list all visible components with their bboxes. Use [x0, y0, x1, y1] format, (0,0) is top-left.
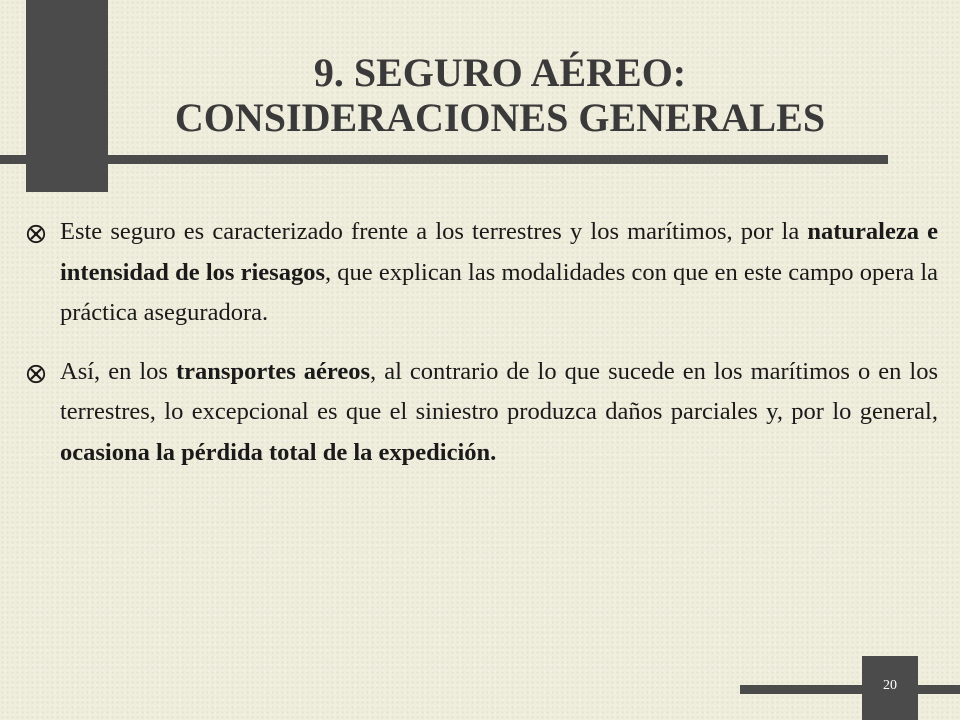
- bullet-circle-x-icon: [26, 352, 60, 384]
- slide-title-line-1: 9. SEGURO AÉREO:: [313, 50, 687, 95]
- bullet-text-bold: transportes aéreos: [176, 357, 371, 385]
- bullet-item: [26, 212, 938, 334]
- slide-body: [26, 212, 938, 491]
- bullet-text-bold: naturaleza e intensidad de los riesagos: [60, 218, 938, 286]
- bullet-text-part: , que explican las modalidades con que en este campo opera la práctica aseguradora.: [60, 258, 938, 326]
- bullet-text: [60, 212, 938, 334]
- bullet-text: [60, 352, 938, 474]
- bullet-text-part: Así, en los: [60, 357, 176, 385]
- slide-title-line-2: CONSIDERACIONES GENERALES: [174, 95, 826, 140]
- bullet-circle-x-icon: [26, 212, 60, 244]
- slide-title: [130, 50, 870, 140]
- decorative-line-bottom: [740, 685, 960, 694]
- bullet-text-part: , al contrario de lo que sucede en los marítimos o en los terrestres, lo excepcional es que el siniestro produzca daños parciales y, por lo general,: [60, 357, 939, 425]
- bullet-text-bold: ocasiona la pérdida total de la expedición.: [60, 438, 497, 466]
- bullet-item: [26, 352, 938, 474]
- bullet-text-part: Este seguro es caracterizado frente a los terrestres y los marítimos, por la: [60, 218, 808, 245]
- page-number: 20: [883, 678, 897, 693]
- decorative-line-top: [0, 155, 888, 164]
